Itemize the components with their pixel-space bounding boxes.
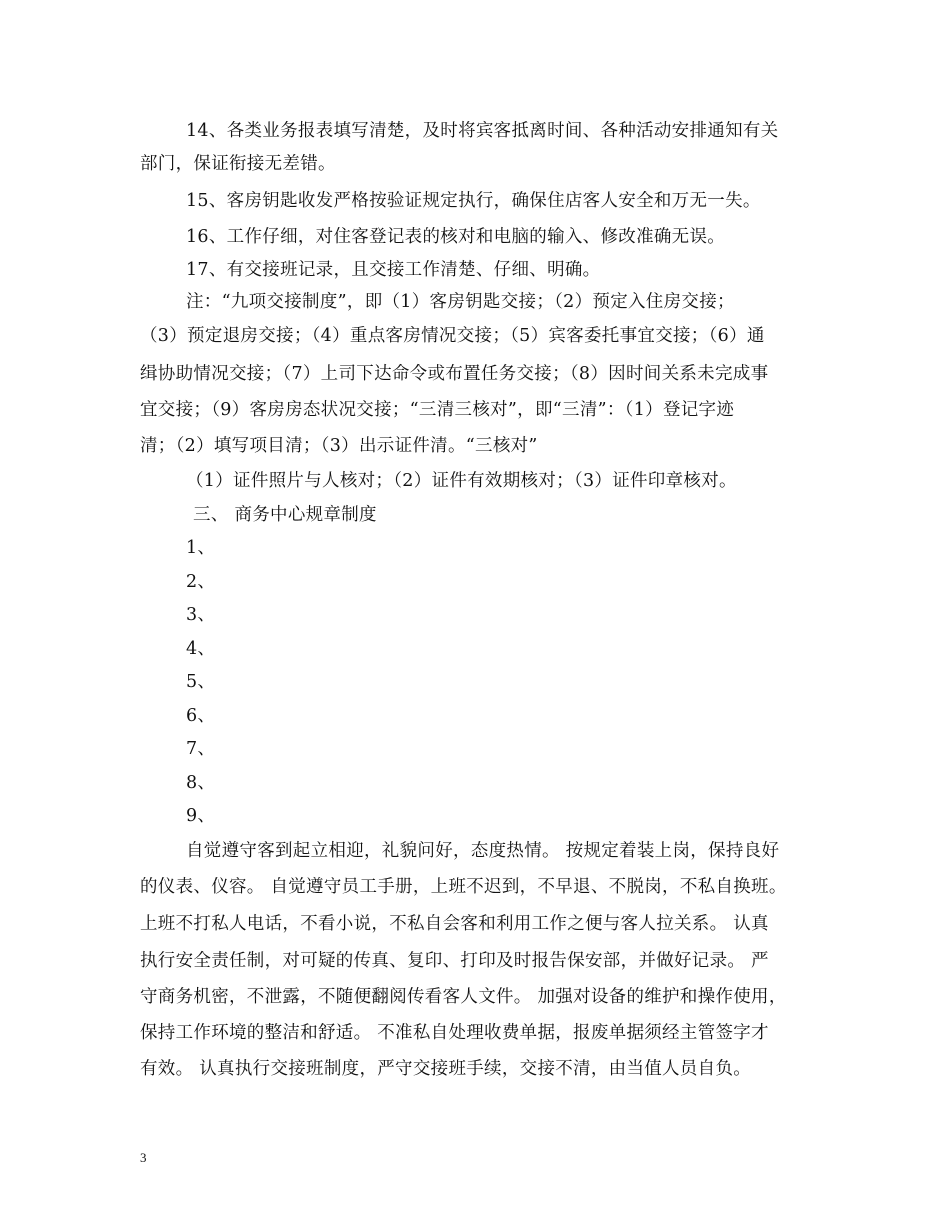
text-line-7: （3）预定退房交接；（4）重点客房情况交接；（5）宾客委托事宜交接；（6）通 [140,326,765,346]
text-line-8: 缉协助情况交接；（7）上司下达命令或布置任务交接；（8）因时间关系未完成事 [140,364,769,384]
list-item-5: 5、 [186,672,216,692]
list-item-7: 7、 [186,739,216,759]
text-line-12: 自觉遵守客到起立相迎，礼貌问好，态度热情。 按规定着装上岗，保持良好 [186,841,780,861]
text-line-10: 清；（2）填写项目清；（3）出示证件清。“三核对” [140,436,538,456]
text-line-11: （1）证件照片与人核对；（2）证件有效期核对；（3）证件印章核对。 [186,471,737,491]
text-line-1: 14、各类业务报表填写清楚，及时将宾客抵离时间、各种活动安排通知有关 [186,121,779,141]
text-line-15: 执行安全责任制，对可疑的传真、复印、打印及时报告保安部，并做好记录。 严 [140,951,769,971]
text-line-16: 守商务机密，不泄露，不随便翻阅传看客人文件。 加强对设备的维护和操作使用， [140,987,787,1007]
text-line-2: 部门，保证衔接无差错。 [140,154,336,174]
list-item-1: 1、 [186,538,216,558]
text-line-13: 的仪表、仪容。 自觉遵守员工手册，上班不迟到，不早退、不脱岗，不私自换班。 [140,877,787,897]
list-item-9: 9、 [186,806,216,826]
text-line-9: 宜交接；（9）客房房态状况交接；“三清三核对”，即“三清”：（1）登记字迹 [140,400,735,420]
text-line-17: 保持工作环境的整洁和舒适。 不准私自处理收费单据，报废单据须经主管签字才 [140,1023,769,1043]
list-item-2: 2、 [186,572,216,592]
text-line-5: 17、有交接班记录，且交接工作清楚、仔细、明确。 [186,260,601,280]
list-item-4: 4、 [186,639,216,659]
text-line-14: 上班不打私人电话，不看小说，不私自会客和利用工作之便与客人拉关系。 认真 [140,914,769,934]
list-item-8: 8、 [186,773,216,793]
text-line-6: 注：“九项交接制度”，即（1）客房钥匙交接；（2）预定入住房交接； [186,292,735,312]
list-item-3: 3、 [186,605,216,625]
text-line-4: 16、工作仔细，对住客登记表的核对和电脑的输入、修改准确无误。 [186,227,726,247]
page-number: 3 [140,1150,147,1165]
text-line-18: 有效。 认真执行交接班制度，严守交接班手续，交接不清，由当值人员自负。 [140,1059,752,1079]
list-item-6: 6、 [186,706,216,726]
section-heading: 三、 商务中心规章制度 [193,505,377,525]
text-line-3: 15、客房钥匙收发严格按验证规定执行，确保住店客人安全和万无一失。 [186,191,761,211]
